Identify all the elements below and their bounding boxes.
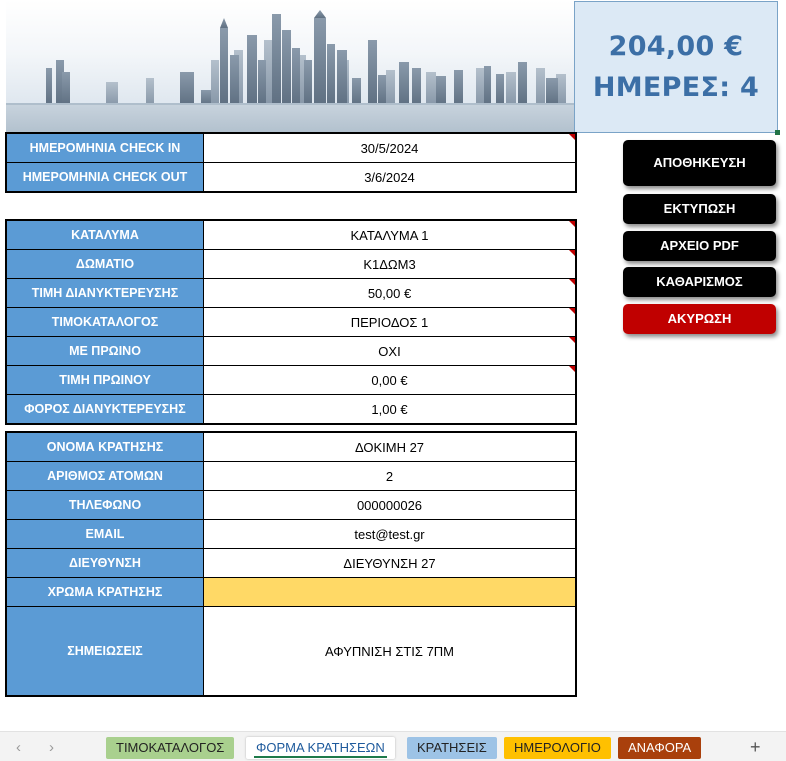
summary-box bbox=[574, 1, 778, 133]
table-row bbox=[7, 549, 576, 578]
persons-value[interactable]: 2 bbox=[204, 462, 576, 491]
dates-table bbox=[6, 133, 576, 192]
breakfast-price-label: ΤΙΜΗ ΠΡΩΙΝΟΥ bbox=[7, 366, 204, 395]
lodging-label: ΚΑΤΑΛΥΜΑ bbox=[7, 221, 204, 250]
table-row bbox=[7, 134, 576, 163]
skyline-banner-image bbox=[6, 0, 576, 134]
cell-fill-handle[interactable] bbox=[775, 130, 780, 135]
pdf-button[interactable]: ΑΡΧΕΙΟ PDF bbox=[623, 231, 776, 261]
breakfast-label: ΜΕ ΠΡΩΙΝΟ bbox=[7, 337, 204, 366]
plus-icon[interactable]: + bbox=[750, 737, 761, 757]
table-row bbox=[7, 337, 576, 366]
tab-booking-form[interactable]: ΦΟΡΜΑ ΚΡΑΤΗΣΕΩΝ bbox=[246, 737, 395, 759]
email-value[interactable]: test@test.gr bbox=[204, 520, 576, 549]
table-row bbox=[7, 221, 576, 250]
checkout-label: ΗΜΕΡΟΜΗΝΙΑ CHECK OUT bbox=[7, 163, 204, 192]
checkout-value[interactable]: 3/6/2024 bbox=[204, 163, 576, 192]
night-price-label: ΤΙΜΗ ΔΙΑΝΥΚΤΕΡΕΥΣΗΣ bbox=[7, 279, 204, 308]
comment-indicator-icon bbox=[569, 366, 575, 372]
stay-tax-value[interactable]: 1,00 € bbox=[204, 395, 576, 424]
save-button[interactable]: ΑΠΟΘΗΚΕΥΣΗ bbox=[623, 140, 776, 186]
address-value[interactable]: ΔΙΕΥΘΥΝΣΗ 27 bbox=[204, 549, 576, 578]
skyline-graphic bbox=[6, 0, 576, 134]
table-row bbox=[7, 578, 576, 607]
print-button[interactable]: ΕΚΤΥΠΩΣΗ bbox=[623, 194, 776, 224]
booking-color-value[interactable] bbox=[204, 578, 576, 607]
table-row bbox=[7, 250, 576, 279]
pricelist-value[interactable]: ΠΕΡΙΟΔΟΣ 1 bbox=[204, 308, 576, 337]
chevron-right-icon[interactable]: › bbox=[49, 739, 54, 756]
sheet-tab-bar bbox=[0, 731, 786, 761]
total-amount: 204,00 € bbox=[608, 31, 744, 62]
days-count: ΗΜΕΡΕΣ: 4 bbox=[592, 72, 760, 103]
breakfast-value[interactable]: ΟΧΙ bbox=[204, 337, 576, 366]
comment-indicator-icon bbox=[569, 250, 575, 256]
tab-pricelist[interactable]: ΤΙΜΟΚΑΤΑΛΟΓΟΣ bbox=[106, 737, 234, 759]
guest-table bbox=[6, 432, 576, 696]
table-row bbox=[7, 366, 576, 395]
checkin-label: ΗΜΕΡΟΜΗΝΙΑ CHECK IN bbox=[7, 134, 204, 163]
tab-calendar[interactable]: ΗΜΕΡΟΛΟΓΙΟ bbox=[504, 737, 611, 759]
night-price-value[interactable]: 50,00 € bbox=[204, 279, 576, 308]
comment-indicator-icon bbox=[569, 337, 575, 343]
booking-name-label: ΟΝΟΜΑ ΚΡΑΤΗΣΗΣ bbox=[7, 433, 204, 462]
booking-name-value[interactable]: ΔΟΚΙΜΗ 27 bbox=[204, 433, 576, 462]
table-row bbox=[7, 308, 576, 337]
chevron-left-icon[interactable]: ‹ bbox=[16, 739, 21, 756]
notes-value[interactable]: ΑΦΥΠΝΙΣΗ ΣΤΙΣ 7ΠΜ bbox=[204, 607, 576, 696]
comment-indicator-icon bbox=[569, 279, 575, 285]
comment-indicator-icon bbox=[569, 134, 575, 140]
table-row bbox=[7, 491, 576, 520]
comment-indicator-icon bbox=[569, 308, 575, 314]
stay-tax-label: ΦΟΡΟΣ ΔΙΑΝΥΚΤΕΡΕΥΣΗΣ bbox=[7, 395, 204, 424]
persons-label: ΑΡΙΘΜΟΣ ΑΤΟΜΩΝ bbox=[7, 462, 204, 491]
table-row bbox=[7, 520, 576, 549]
checkin-value[interactable]: 30/5/2024 bbox=[204, 134, 576, 163]
table-row bbox=[7, 279, 576, 308]
phone-label: ΤΗΛΕΦΩΝΟ bbox=[7, 491, 204, 520]
pricelist-label: ΤΙΜΟΚΑΤΑΛΟΓΟΣ bbox=[7, 308, 204, 337]
lodging-table bbox=[6, 220, 576, 424]
tab-report[interactable]: ΑΝΑΦΟΡΑ bbox=[618, 737, 701, 759]
table-row bbox=[7, 433, 576, 462]
table-row bbox=[7, 395, 576, 424]
notes-label: ΣΗΜΕΙΩΣΕΙΣ bbox=[7, 607, 204, 696]
lodging-value[interactable]: ΚΑΤΑΛΥΜΑ 1 bbox=[204, 221, 576, 250]
breakfast-price-value[interactable]: 0,00 € bbox=[204, 366, 576, 395]
phone-value[interactable]: 000000026 bbox=[204, 491, 576, 520]
table-row bbox=[7, 163, 576, 192]
room-value[interactable]: Κ1ΔΩΜ3 bbox=[204, 250, 576, 279]
table-row bbox=[7, 607, 576, 696]
room-label: ΔΩΜΑΤΙΟ bbox=[7, 250, 204, 279]
address-label: ΔΙΕΥΘΥΝΣΗ bbox=[7, 549, 204, 578]
booking-color-label: ΧΡΩΜΑ ΚΡΑΤΗΣΗΣ bbox=[7, 578, 204, 607]
tab-bookings[interactable]: ΚΡΑΤΗΣΕΙΣ bbox=[407, 737, 497, 759]
comment-indicator-icon bbox=[569, 221, 575, 227]
email-label: EMAIL bbox=[7, 520, 204, 549]
cancel-button[interactable]: ΑΚΥΡΩΣΗ bbox=[623, 304, 776, 334]
table-row bbox=[7, 462, 576, 491]
clear-button[interactable]: ΚΑΘΑΡΙΣΜΟΣ bbox=[623, 267, 776, 297]
